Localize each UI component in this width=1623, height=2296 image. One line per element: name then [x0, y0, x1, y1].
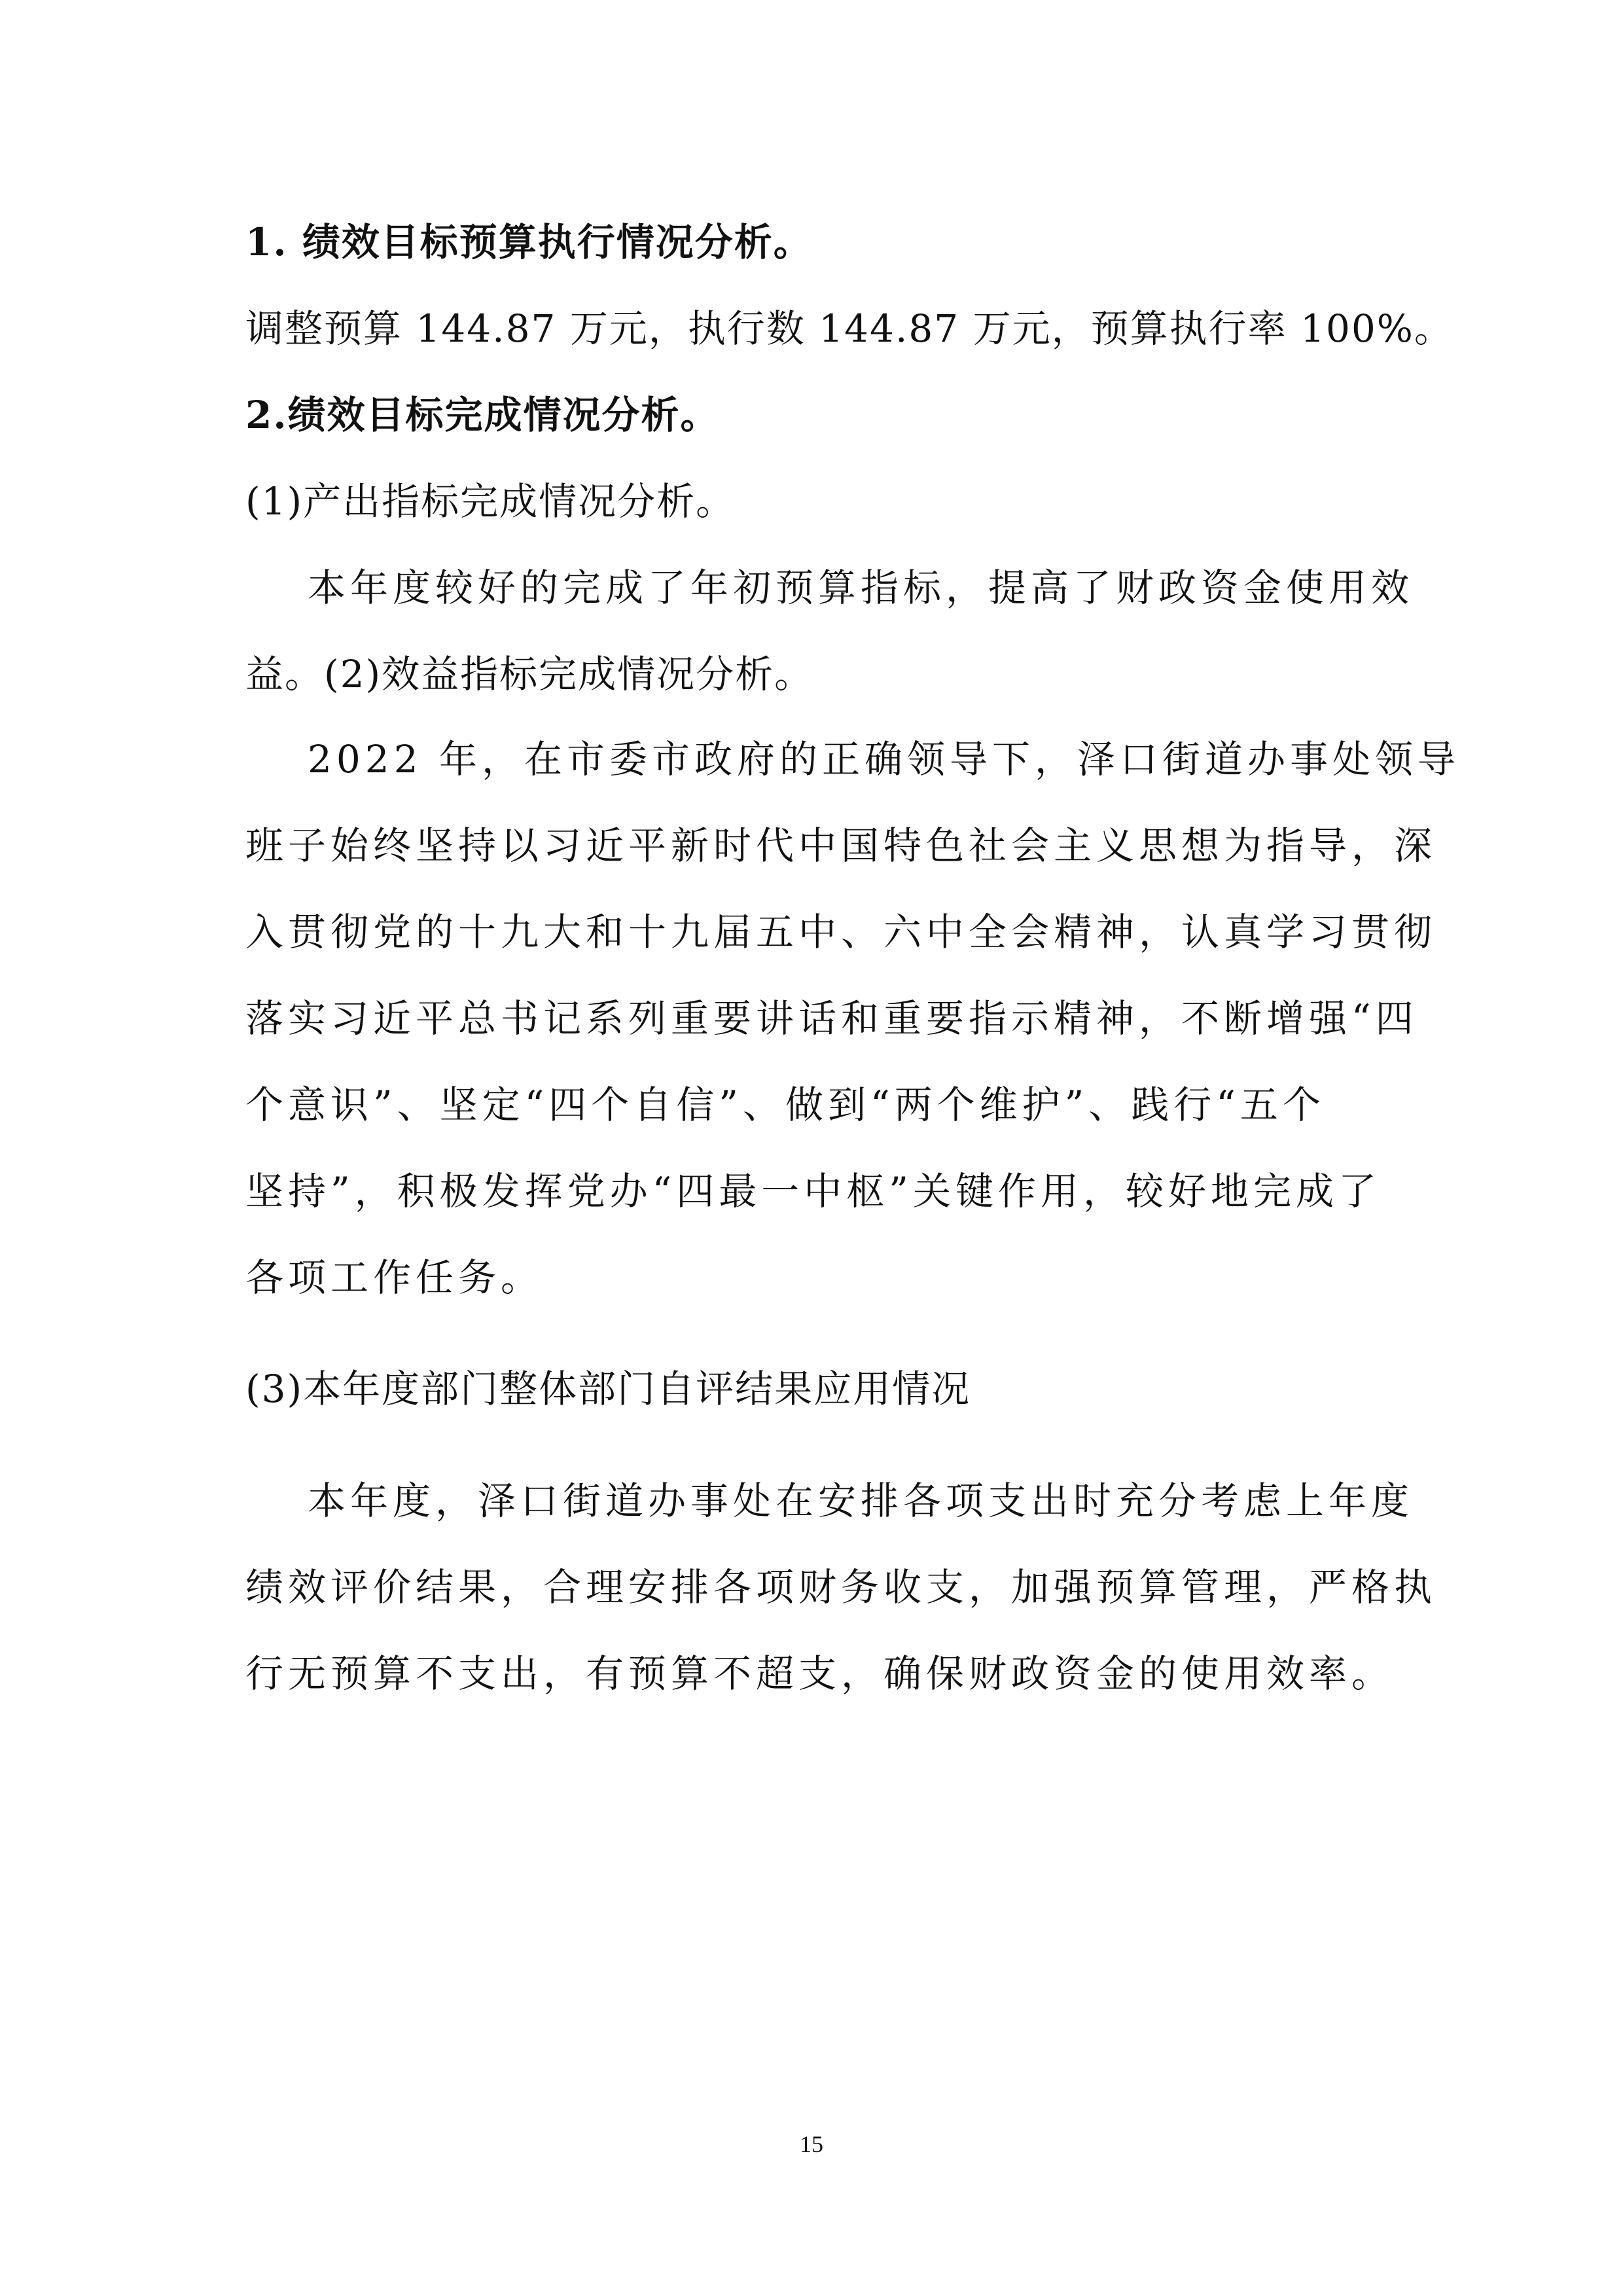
paragraph-2-line-1: 2022 年，在市委市政府的正确领导下，泽口街道办事处领导: [308, 737, 1461, 781]
paragraph-3-line-3: 行无预算不支出，有预算不超支，确保财政资金的使用效率。: [245, 1651, 1395, 1696]
heading-budget-execution: 1. 绩效目标预算执行情况分析。: [245, 220, 813, 264]
paragraph-3-line-2: 绩效评价结果，合理安排各项财务收支，加强预算管理，严格执: [245, 1565, 1437, 1609]
heading-goal-completion: 2.绩效目标完成情况分析。: [245, 393, 720, 437]
paragraph-3-line-1: 本年度，泽口街道办事处在安排各项支出时充分考虑上年度: [308, 1479, 1414, 1523]
paragraph-1-line-2: 益。(2)效益指标完成情况分析。: [245, 652, 814, 696]
paragraph-2-line-6: 坚持”，积极发挥党办“四最一中枢”关键作用，较好地完成了: [245, 1169, 1381, 1213]
paragraph-2-line-4: 落实习近平总书记系列重要讲话和重要指示精神，不断增强“四: [245, 996, 1418, 1041]
paragraph-1-line-1: 本年度较好的完成了年初预算指标，提高了财政资金使用效: [308, 565, 1414, 610]
paragraph-2-line-5: 个意识”、坚定“四个自信”、做到“两个维护”、践行“五个: [245, 1083, 1325, 1127]
paragraph-2-line-7: 各项工作任务。: [245, 1255, 544, 1300]
page-number: 15: [800, 2131, 823, 2157]
paragraph-2-line-3: 入贯彻党的十九大和十九届五中、六中全会精神，认真学习贯彻: [245, 910, 1437, 954]
budget-summary-line: 调整预算 144.87 万元，执行数 144.87 万元，预算执行率 100%。: [245, 306, 1454, 351]
paragraph-2-line-2: 班子始终坚持以习近平新时代中国特色社会主义思想为指导，深: [245, 823, 1437, 868]
subheading-output-indicators: (1)产出指标完成情况分析。: [245, 479, 736, 524]
subheading-self-evaluation: (3)本年度部门整体部门自评结果应用情况: [245, 1367, 971, 1411]
